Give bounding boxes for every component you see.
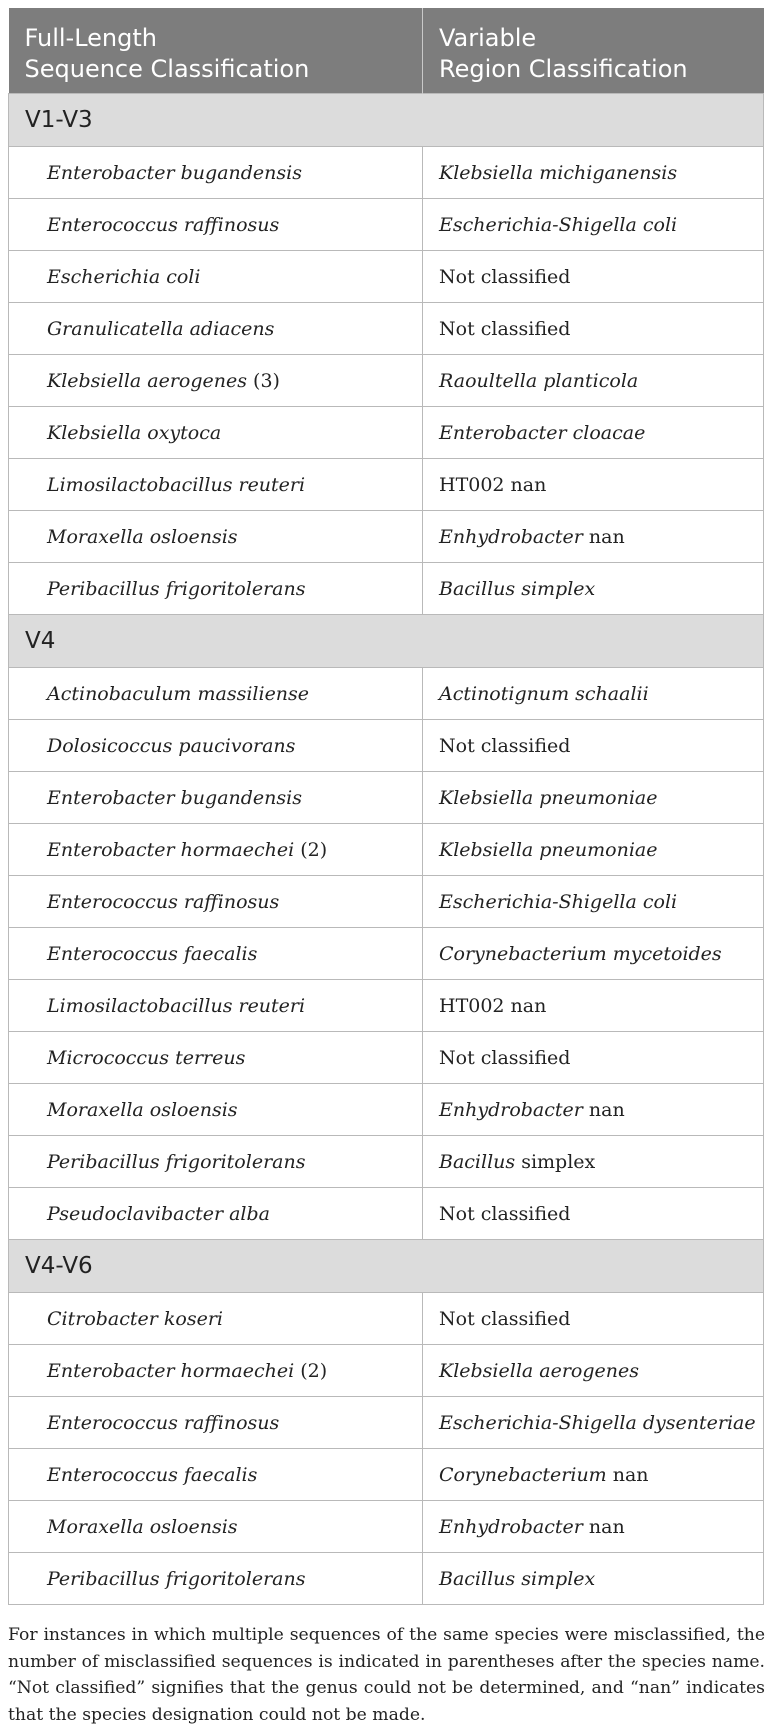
species-name: Limosilactobacillus reuteri — [47, 994, 306, 1017]
variable-region-cell — [423, 407, 764, 459]
header-full-length — [9, 8, 423, 94]
species-name: Pseudoclavibacter alba — [47, 1202, 270, 1225]
section-label: V1-V3 — [9, 94, 764, 147]
table-row — [9, 980, 764, 1032]
species-name: Escherichia-Shigella coli — [439, 890, 678, 913]
variable-region-cell — [423, 147, 764, 199]
table-row — [9, 1501, 764, 1553]
species-name: Enterobacter hormaechei — [47, 1359, 295, 1382]
full-length-cell — [9, 251, 423, 303]
species-name: Enterococcus raffinosus — [47, 1411, 280, 1434]
cell-text: (2) — [294, 838, 328, 861]
full-length-cell — [9, 668, 423, 720]
species-name: Enterococcus faecalis — [47, 1463, 258, 1486]
table-footnote: For instances in which multiple sequences of the same species were misclassified, the number of misclassified sequences is indicated in parentheses after the species name. “Not classified” signifies that the genus could not be determined, and “nan” indicates that the species designation could not be made. — [8, 1625, 765, 1725]
table-body — [9, 94, 764, 1605]
table-row — [9, 1345, 764, 1397]
cell-text: Not classified — [439, 734, 571, 757]
species-name: Bacillus — [439, 1150, 516, 1173]
variable-region-cell — [423, 1136, 764, 1188]
species-name: Peribacillus frigoritolerans — [47, 1150, 306, 1173]
classification-table-container — [8, 8, 763, 1605]
variable-region-cell — [423, 1501, 764, 1553]
variable-region-cell — [423, 1188, 764, 1240]
variable-region-cell — [423, 251, 764, 303]
table-row — [9, 1084, 764, 1136]
species-name: Klebsiella pneumoniae — [439, 838, 658, 861]
table-row — [9, 720, 764, 772]
table-row — [9, 1553, 764, 1605]
species-name: Moraxella osloensis — [47, 1515, 238, 1538]
table-row — [9, 928, 764, 980]
species-name: Klebsiella aerogenes — [47, 369, 248, 392]
variable-region-cell — [423, 824, 764, 876]
variable-region-cell — [423, 459, 764, 511]
table-row — [9, 303, 764, 355]
table-row — [9, 1449, 764, 1501]
section-row — [9, 1240, 764, 1293]
full-length-cell — [9, 824, 423, 876]
cell-text: Not classified — [439, 1202, 571, 1225]
full-length-cell — [9, 1084, 423, 1136]
variable-region-cell — [423, 1293, 764, 1345]
cell-text: (2) — [294, 1359, 328, 1382]
cell-text: nan — [582, 525, 625, 548]
full-length-cell — [9, 459, 423, 511]
cell-text: HT002 nan — [439, 994, 547, 1017]
table-row — [9, 1032, 764, 1084]
table-row — [9, 824, 764, 876]
cell-text: nan — [582, 1515, 625, 1538]
species-name: Bacillus simplex — [439, 1567, 596, 1590]
table-row — [9, 407, 764, 459]
table-row — [9, 199, 764, 251]
table-row — [9, 772, 764, 824]
full-length-cell — [9, 720, 423, 772]
species-name: Enhydrobacter — [439, 1098, 583, 1121]
section-label: V4-V6 — [9, 1240, 764, 1293]
cell-text: Not classified — [439, 1307, 571, 1330]
species-name: Granulicatella adiacens — [47, 317, 275, 340]
species-name: Escherichia coli — [47, 265, 201, 288]
full-length-cell — [9, 1449, 423, 1501]
full-length-cell — [9, 563, 423, 615]
species-name: Enterobacter bugandensis — [47, 786, 302, 809]
header-variable-region-line2: Region Classification — [439, 55, 688, 83]
species-name: Enterococcus raffinosus — [47, 213, 280, 236]
variable-region-cell — [423, 563, 764, 615]
header-full-length-line2: Sequence Classification — [24, 55, 310, 83]
species-name: Peribacillus frigoritolerans — [47, 577, 306, 600]
header-variable-region — [423, 8, 764, 94]
species-name: Klebsiella oxytoca — [47, 421, 222, 444]
variable-region-cell — [423, 1397, 764, 1449]
table-row — [9, 511, 764, 563]
full-length-cell — [9, 876, 423, 928]
full-length-cell — [9, 1136, 423, 1188]
variable-region-cell — [423, 876, 764, 928]
full-length-cell — [9, 772, 423, 824]
cell-text: Not classified — [439, 1046, 571, 1069]
species-name: Escherichia-Shigella coli — [439, 213, 678, 236]
table-row — [9, 355, 764, 407]
species-name: Enterobacter bugandensis — [47, 161, 302, 184]
full-length-cell — [9, 407, 423, 459]
species-name: Corynebacterium — [439, 1463, 607, 1486]
table-row — [9, 563, 764, 615]
variable-region-cell — [423, 1032, 764, 1084]
full-length-cell — [9, 1553, 423, 1605]
species-name: Bacillus simplex — [439, 577, 596, 600]
species-name: Raoultella planticola — [439, 369, 639, 392]
variable-region-cell — [423, 772, 764, 824]
variable-region-cell — [423, 355, 764, 407]
full-length-cell — [9, 1293, 423, 1345]
species-name: Peribacillus frigoritolerans — [47, 1567, 306, 1590]
species-name: Micrococcus terreus — [47, 1046, 246, 1069]
table-row — [9, 1188, 764, 1240]
variable-region-cell — [423, 928, 764, 980]
table-row — [9, 876, 764, 928]
table-header-row — [9, 8, 764, 94]
cell-text: (3) — [247, 369, 280, 392]
full-length-cell — [9, 980, 423, 1032]
variable-region-cell — [423, 1449, 764, 1501]
species-name: Corynebacterium mycetoides — [439, 942, 722, 965]
variable-region-cell — [423, 980, 764, 1032]
table-row — [9, 147, 764, 199]
variable-region-cell — [423, 668, 764, 720]
species-name: Moraxella osloensis — [47, 1098, 238, 1121]
variable-region-cell — [423, 199, 764, 251]
classification-table — [8, 8, 764, 1605]
section-row — [9, 94, 764, 147]
full-length-cell — [9, 147, 423, 199]
full-length-cell — [9, 1032, 423, 1084]
cell-text: HT002 nan — [439, 473, 547, 496]
cell-text: nan — [582, 1098, 625, 1121]
cell-text: Not classified — [439, 265, 571, 288]
full-length-cell — [9, 199, 423, 251]
full-length-cell — [9, 1397, 423, 1449]
species-name: Enterobacter hormaechei — [47, 838, 295, 861]
header-variable-region-line1: Variable — [439, 24, 537, 52]
variable-region-cell — [423, 1345, 764, 1397]
species-name: Klebsiella michiganensis — [439, 161, 678, 184]
table-row — [9, 1397, 764, 1449]
cell-text: simplex — [515, 1150, 596, 1173]
full-length-cell — [9, 1501, 423, 1553]
full-length-cell — [9, 511, 423, 563]
variable-region-cell — [423, 720, 764, 772]
species-name: Actinotignum schaalii — [439, 682, 649, 705]
species-name: Limosilactobacillus reuteri — [47, 473, 306, 496]
full-length-cell — [9, 928, 423, 980]
full-length-cell — [9, 303, 423, 355]
species-name: Enterococcus faecalis — [47, 942, 258, 965]
species-name: Escherichia-Shigella dysenteriae — [439, 1411, 756, 1434]
cell-text: nan — [606, 1463, 649, 1486]
full-length-cell — [9, 355, 423, 407]
cell-text: Not classified — [439, 317, 571, 340]
full-length-cell — [9, 1345, 423, 1397]
species-name: Citrobacter koseri — [47, 1307, 224, 1330]
section-row — [9, 615, 764, 668]
species-name: Klebsiella pneumoniae — [439, 786, 658, 809]
table-row — [9, 459, 764, 511]
species-name: Enhydrobacter — [439, 1515, 583, 1538]
species-name: Actinobaculum massiliense — [47, 682, 310, 705]
header-full-length-line1: Full-Length — [24, 24, 157, 52]
full-length-cell — [9, 1188, 423, 1240]
table-row — [9, 1136, 764, 1188]
variable-region-cell — [423, 1553, 764, 1605]
species-name: Enterobacter cloacae — [439, 421, 646, 444]
section-label: V4 — [9, 615, 764, 668]
species-name: Dolosicoccus paucivorans — [47, 734, 296, 757]
variable-region-cell — [423, 303, 764, 355]
table-row — [9, 251, 764, 303]
species-name: Moraxella osloensis — [47, 525, 238, 548]
species-name: Enterococcus raffinosus — [47, 890, 280, 913]
species-name: Klebsiella aerogenes — [439, 1359, 640, 1382]
variable-region-cell — [423, 1084, 764, 1136]
species-name: Enhydrobacter — [439, 525, 583, 548]
table-row — [9, 668, 764, 720]
table-row — [9, 1293, 764, 1345]
variable-region-cell — [423, 511, 764, 563]
